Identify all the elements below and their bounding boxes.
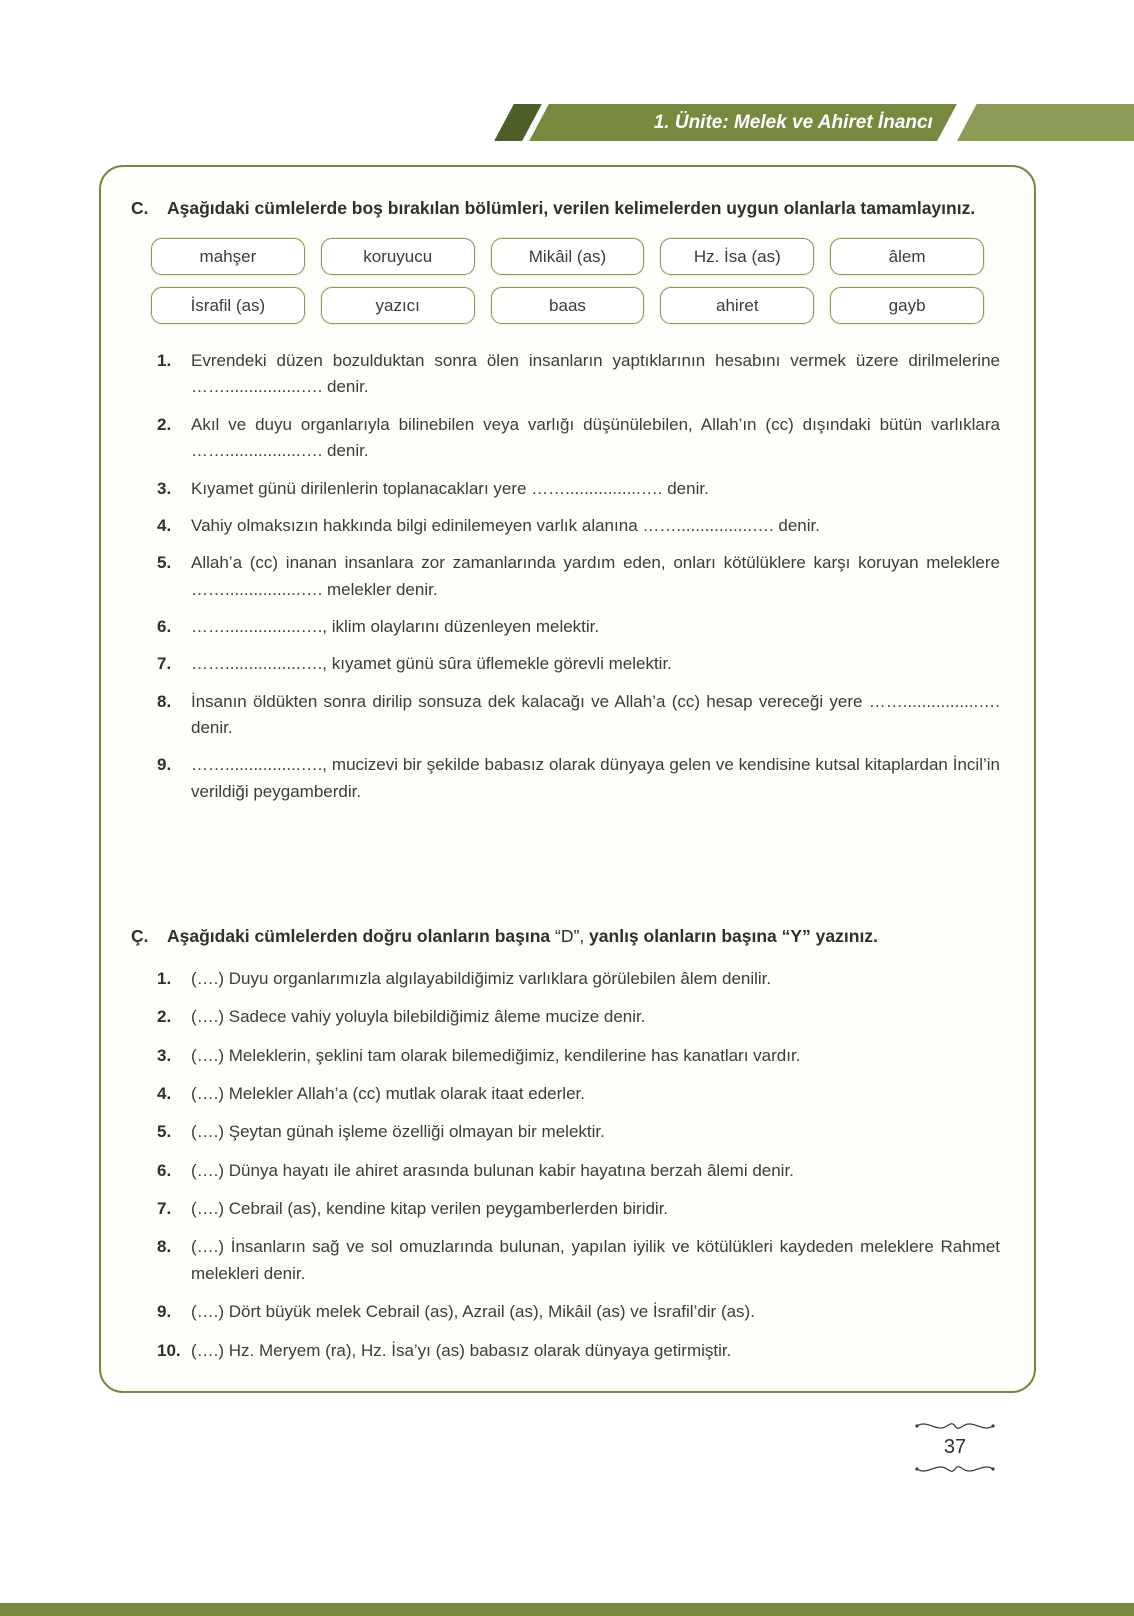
question-number: 8. <box>157 691 172 711</box>
word-bank-item: yazıcı <box>321 287 475 324</box>
question-text: Akıl ve duyu organlarıyla bilinebilen veya varlığı düşünülebilen, Allah’ın (cc) dışındaki bütün varlıklara ……................…. denir. <box>191 414 1000 461</box>
question-number: 7. <box>157 1199 172 1219</box>
question-number: 1. <box>157 969 172 989</box>
question-text: (….) Duyu organlarımızla algılayabildiğimiz varlıklara görülebilen âlem denilir. <box>191 969 772 989</box>
word-bank-item: Hz. İsa (as) <box>660 238 814 275</box>
question-item <box>157 1119 1000 1145</box>
question-number: 7. <box>157 654 172 674</box>
question-item <box>157 614 1000 640</box>
section-cedilla-questions <box>157 966 1000 1364</box>
word-bank-item: gayb <box>830 287 984 324</box>
section-c-heading <box>131 195 1004 222</box>
word-bank-item: Mikâil (as) <box>491 238 645 275</box>
section-cedilla-label: Ç. <box>131 925 149 946</box>
question-number: 3. <box>157 478 172 498</box>
question-item <box>157 1196 1000 1222</box>
question-number: 1. <box>157 351 172 371</box>
question-number: 6. <box>157 616 172 636</box>
question-text: ……................…., iklim olaylarını düzenleyen melektir. <box>191 616 600 636</box>
page-number: 37 <box>943 1436 967 1458</box>
section-c-instruction: Aşağıdaki cümlelerde boş bırakılan bölümleri, verilen kelimelerden uygun olanlarla tamamlayınız. <box>167 198 976 218</box>
question-item <box>157 1158 1000 1184</box>
question-number: 2. <box>157 1007 172 1027</box>
unit-title: 1. Ünite: Melek ve Ahiret İnancı <box>653 111 933 133</box>
question-text: (….) Meleklerin, şeklini tam olarak bilemediğimiz, kendilerine has kanatları vardır. <box>191 1045 801 1065</box>
word-bank-item: mahşer <box>151 238 305 275</box>
question-number: 4. <box>157 1084 172 1104</box>
question-item <box>157 1338 1000 1364</box>
question-text: İnsanın öldükten sonra dirilip sonsuza dek kalacağı ve Allah’a (cc) hesap vereceği yere ……................…. denir. <box>191 691 1000 737</box>
question-item <box>157 476 1000 502</box>
section-cedilla-instruction <box>167 923 1004 950</box>
question-item <box>157 550 1000 603</box>
question-text: (….) İnsanların sağ ve sol omuzlarında bulunan, yapılan iyilik ve kötülükleri kaydeden meleklere Rahmet melekleri denir. <box>191 1237 1000 1283</box>
question-number: 2. <box>157 414 172 434</box>
flourish-ornament-top <box>913 1418 997 1434</box>
question-item <box>157 348 1000 401</box>
banner-tail-stripe <box>957 104 1134 141</box>
word-bank-item: ahiret <box>660 287 814 324</box>
question-text: ……................…., kıyamet günü sûra üflemekle görevli melektir. <box>191 654 672 674</box>
unit-banner <box>504 104 1134 141</box>
question-text: Evrendeki düzen bozulduktan sonra ölen insanların yaptıklarının hesabını vermek üzere dirilmelerine ……................…. denir. <box>191 351 1000 397</box>
question-number: 6. <box>157 1160 172 1180</box>
question-text: Allah’a (cc) inanan insanlara zor zamanlarında yardım eden, onları kötülüklere karşı koruyan meleklere ……................…. melekler denir. <box>191 553 1000 599</box>
section-c-label: C. <box>131 198 149 218</box>
question-number: 8. <box>157 1237 172 1257</box>
word-bank-item: baas <box>491 287 645 324</box>
question-item <box>157 412 1000 465</box>
word-bank-item: koruyucu <box>321 238 475 275</box>
exercise-box <box>99 165 1036 1393</box>
question-text: (….) Dünya hayatı ile ahiret arasında bulunan kabir hayatına berzah âlemi denir. <box>191 1160 794 1180</box>
question-text: Kıyamet günü dirilenlerin toplanacakları yere ……................…. denir. <box>191 478 709 498</box>
heading-part: yazınız. <box>810 925 878 946</box>
question-number: 9. <box>157 755 172 775</box>
word-bank-item: âlem <box>830 238 984 275</box>
question-item <box>157 1043 1000 1069</box>
question-text: (….) Cebrail (as), kendine kitap verilen peygamberlerden biridir. <box>191 1199 669 1219</box>
flourish-ornament-bottom <box>913 1461 997 1477</box>
question-text: (….) Şeytan günah işleme özelliği olmayan bir melektir. <box>191 1122 605 1142</box>
question-item <box>157 966 1000 992</box>
question-item <box>157 1004 1000 1030</box>
question-number: 5. <box>157 1122 172 1142</box>
word-bank <box>151 238 984 324</box>
heading-part: Aşağıdaki cümlelerden doğru olanların başına <box>167 925 556 946</box>
question-item <box>157 689 1000 742</box>
question-number: 3. <box>157 1045 172 1065</box>
question-text: (….) Melekler Allah’a (cc) mutlak olarak itaat ederler. <box>191 1084 585 1104</box>
heading-part: yanlış olanların başına <box>584 925 782 946</box>
question-item <box>157 1299 1000 1325</box>
question-item <box>157 1081 1000 1107</box>
question-number: 4. <box>157 515 172 535</box>
section-cedilla-heading <box>131 923 1004 950</box>
section-cedilla <box>131 923 1004 1364</box>
question-item <box>157 513 1000 539</box>
question-item <box>157 1234 1000 1287</box>
banner-main-stripe <box>529 104 957 141</box>
question-number: 5. <box>157 553 172 573</box>
section-c <box>131 195 1004 805</box>
page-footer <box>910 1418 1000 1477</box>
section-c-questions <box>157 348 1000 805</box>
question-text: (….) Sadece vahiy yoluyla bilebildiğimiz âleme mucize denir. <box>191 1007 646 1027</box>
word-bank-item: İsrafil (as) <box>151 287 305 324</box>
heading-letter-d: “D”, <box>555 925 585 946</box>
heading-letter-y: “Y” <box>781 925 811 946</box>
bottom-bar <box>0 1603 1134 1616</box>
question-text: Vahiy olmaksızın hakkında bilgi edinilemeyen varlık alanına ……................…. denir. <box>191 515 820 535</box>
question-item <box>157 752 1000 805</box>
question-text: (….) Hz. Meryem (ra), Hz. İsa’yı (as) babasız olarak dünyaya getirmiştir. <box>191 1340 732 1360</box>
question-number: 10. <box>157 1340 181 1360</box>
question-text: (….) Dört büyük melek Cebrail (as), Azrail (as), Mikâil (as) ve İsrafil’dir (as). <box>191 1302 755 1322</box>
question-item <box>157 651 1000 677</box>
question-number: 9. <box>157 1302 172 1322</box>
question-text: ……................…., mucizevi bir şekilde babasız olarak dünyaya gelen ve kendisine kutsal kitaplardan İncil’in verildiği peygamberdir. <box>191 755 1000 801</box>
